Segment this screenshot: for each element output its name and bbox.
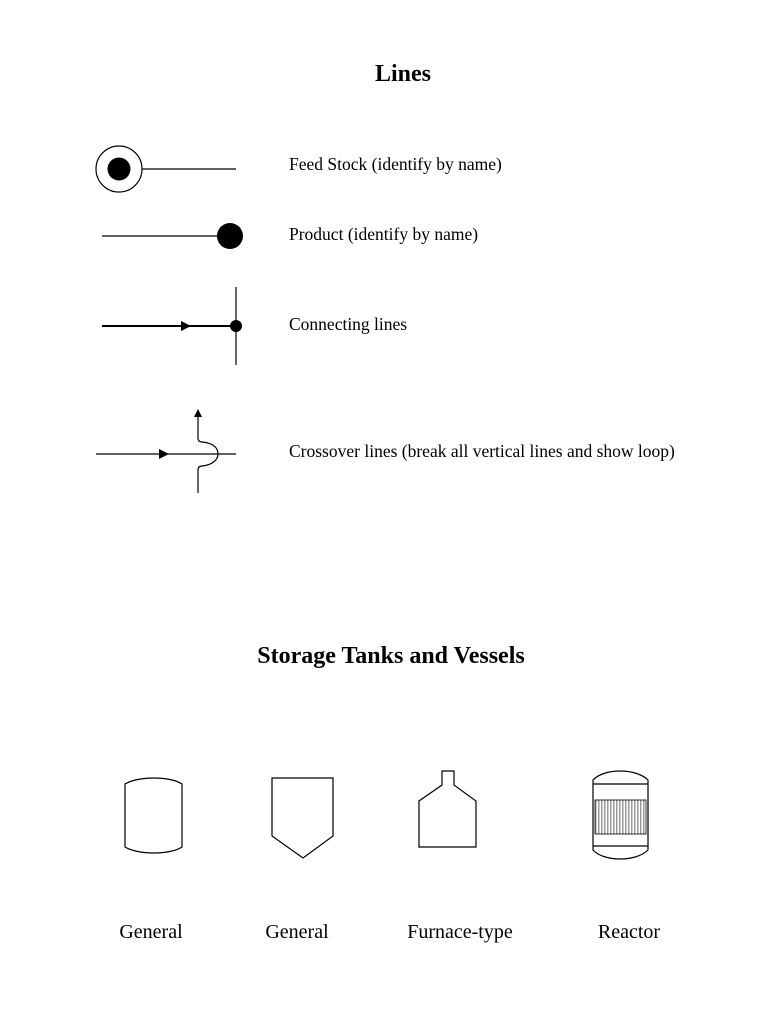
general-vessel-icon [266, 770, 340, 864]
crossover-lines-icon [94, 405, 254, 500]
general-tank-label: General [119, 921, 183, 943]
general-tank-icon [118, 770, 190, 862]
connecting-lines-label: Connecting lines [289, 314, 408, 334]
product-icon [98, 218, 258, 258]
crossover-lines-label: Crossover lines (break all vertical lines and show loop) [289, 441, 675, 461]
furnace-type-tank-icon [412, 765, 484, 853]
connecting-lines-icon [98, 285, 258, 370]
general-vessel-label: General [265, 921, 329, 943]
reactor-icon [586, 764, 656, 864]
furnace-type-label: Furnace-type [407, 921, 513, 943]
lines-heading: Lines [374, 61, 431, 87]
reactor-label: Reactor [597, 921, 661, 943]
product-label: Product (identify by name) [289, 224, 479, 244]
feed-stock-icon [90, 140, 250, 200]
feed-stock-label: Feed Stock (identify by name) [289, 154, 502, 174]
storage-tanks-heading: Storage Tanks and Vessels [257, 643, 525, 669]
